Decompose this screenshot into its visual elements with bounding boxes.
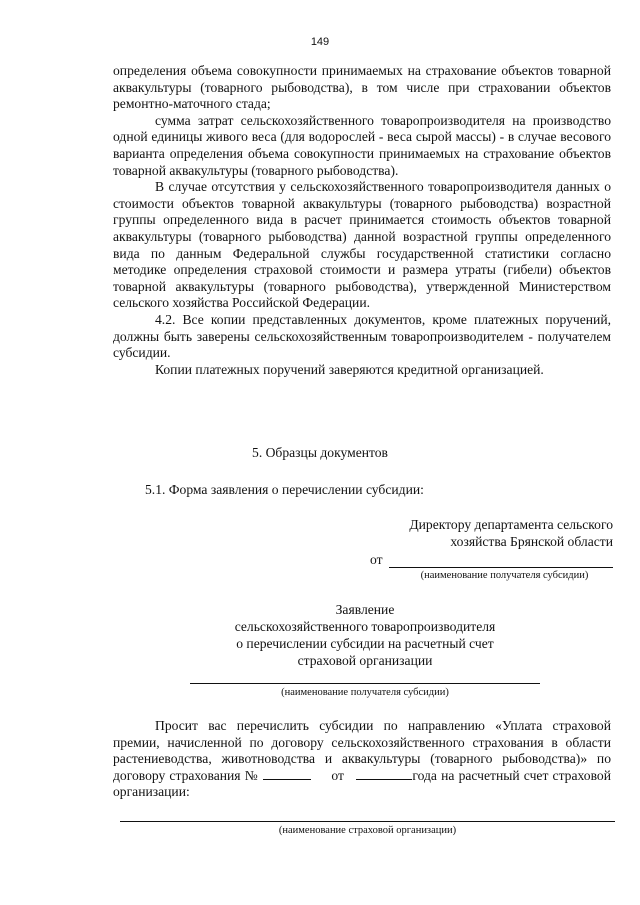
- paragraph-payment-orders: Копии платежных поручений заверяются кредитной организацией.: [155, 361, 544, 377]
- request-text: [113, 718, 611, 801]
- contract-date-blank: [356, 768, 412, 780]
- request-part-1: Просит вас перечислить субсидии по направлению «Уплата страховой премии, начисленной по договору сельскохозяйственного страхования в области растениеводства, животноводства и аквакультуры (товарного рыбоводства)» по договору страхования №: [113, 718, 611, 783]
- paragraph-missing-data: В случае отсутствия у сельскохозяйственного товаропроизводителя данных о стоимости объектов товарной аквакультуры (товарного рыбоводства) возрастной группы определенного вида в расчет принимается стоимость объектов товарной аквакультуры (товарного рыбоводства) данной возрастной группы определенного вида по данным Федеральной службы государственной статистики согласно методике определения страховой стоимости и размера утраты (гибели) объектов товарной аквакультуры (товарного рыбоводства), утвержденной Министерством сельского хозяйства Российской Федерации.: [113, 179, 611, 311]
- insurer-caption: (наименование страховой организации): [278, 825, 457, 836]
- application-title-line-2: сельскохозяйственного товаропроизводителя: [234, 619, 496, 634]
- request-part-3: года на расчетный счет страховой организации:: [113, 767, 611, 800]
- paragraph-continuation: определения объема совокупности принимаемых на страхование объектов товарной аквакультуры (товарного рыбоводства), в том числе при страховании объектов ремонтно-маточного стада;: [113, 63, 611, 112]
- recipient-caption-mid: (наименование получателя субсидии): [281, 687, 449, 698]
- application-title-line-3: о перечислении субсидии на расчетный счет: [236, 636, 494, 651]
- recipient-blank-line: [190, 683, 540, 684]
- request-paragraph: [113, 718, 611, 801]
- application-title: [0, 601, 640, 669]
- intro-text: [113, 63, 611, 378]
- application-title-line-4: страховой организации: [297, 653, 433, 668]
- from-blank-line: [389, 555, 613, 568]
- from-field: [370, 552, 613, 568]
- addressee-block: [360, 516, 613, 550]
- paragraph-copies-certification: 4.2. Все копии представленных документов, кроме платежных поручений, должны быть заверены сельскохозяйственным товаропроизводителем - получателем субсидии.: [113, 311, 611, 361]
- from-label: от: [370, 552, 383, 567]
- section-title: 5. Образцы документов: [252, 445, 388, 460]
- page-number: 149: [310, 36, 330, 48]
- addressee-line-1: Директору департамента сельского: [409, 517, 613, 532]
- recipient-caption-top: (наименование получателя субсидии): [420, 570, 589, 581]
- paragraph-cost-per-unit: сумма затрат сельскохозяйственного товаропроизводителя на производство одной единицы живого веса (для водорослей - веса сырой массы) - в случае весового варианта определения объема совокупности принимаемых на страхование объектов товарной аквакультуры (товарного рыбоводства).: [113, 112, 611, 178]
- form-heading: 5.1. Форма заявления о перечислении субсидии:: [145, 482, 424, 497]
- addressee-line-2: хозяйства Брянской области: [450, 534, 613, 549]
- contract-number-blank: [263, 768, 311, 780]
- insurer-blank-line: [120, 821, 615, 822]
- request-part-2: от: [331, 767, 344, 783]
- application-title-line-1: Заявление: [335, 602, 395, 617]
